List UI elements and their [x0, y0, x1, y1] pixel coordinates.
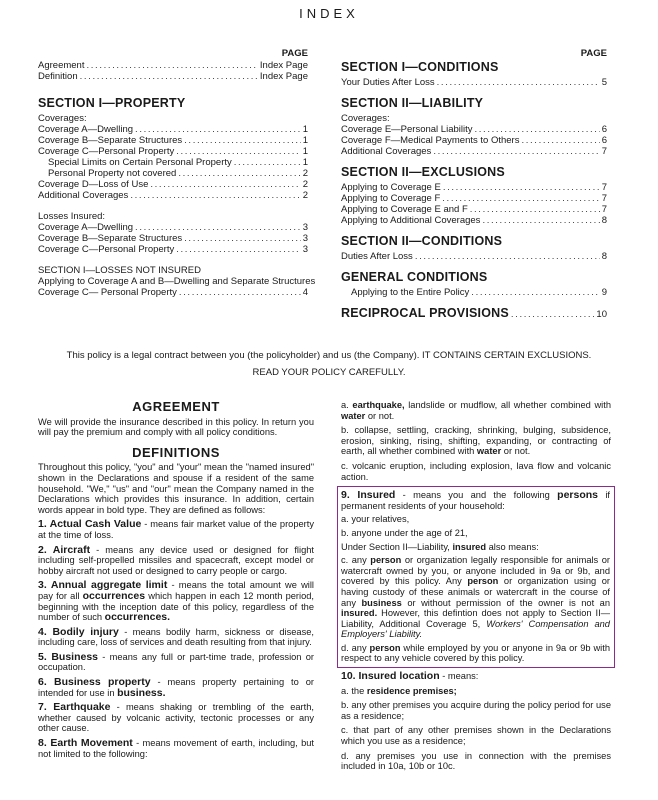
definition-text: which happen in each 12 month period, beginning with the inception date of this policy, regardless of the number of such: [38, 590, 314, 623]
entry-page: 6: [601, 135, 607, 146]
insured-item-c: [341, 555, 610, 640]
definition-text: - means the total amount we will pay for all: [38, 580, 314, 601]
index-entry: [38, 233, 308, 244]
entry-page: 1: [302, 157, 308, 168]
entry-page: 6: [601, 124, 607, 135]
definition-text: - means any device used or designed for flight including self-propelled missiles and spacecraft, except model or hobby aircraft not used or designed to carry people or cargo.: [38, 544, 314, 576]
index-entry: [38, 135, 308, 146]
leader-dots: [442, 193, 599, 204]
leader-dots: [135, 222, 301, 233]
entry-label: Coverage C—Personal Property: [38, 146, 175, 157]
index-left-column: [38, 48, 316, 298]
definition-annual-aggregate-limit: [38, 580, 314, 622]
entry-label: Applying to Additional Coverages: [341, 215, 481, 226]
definition-earthquake: [38, 702, 314, 734]
item-text: a. the: [341, 685, 367, 696]
bold-term: insured: [452, 541, 487, 552]
index-entry: [341, 287, 607, 298]
entry-label: Coverage A—Dwelling: [38, 222, 134, 233]
entry-page: 1: [302, 135, 308, 146]
leader-dots: [80, 71, 258, 82]
definition-term: 8. Earth Movement: [38, 737, 133, 750]
subheading: Coverages:: [38, 113, 87, 124]
index-entry-definition: [38, 71, 308, 82]
entry-page: 2: [302, 190, 308, 201]
index-entry-agreement: [38, 60, 308, 71]
page-column-header: PAGE: [580, 48, 607, 59]
italic-term: Workers' Compensation and Employers' Liability.: [341, 618, 610, 640]
index-entry: [341, 146, 607, 157]
leader-dots: [437, 77, 600, 88]
entry-page: 7: [601, 193, 607, 204]
leader-dots: [86, 60, 257, 71]
bold-term: water: [341, 410, 366, 421]
index-entry: [38, 168, 308, 179]
entry-label: Coverage B—Separate Structures: [38, 233, 183, 244]
entry-label: Coverage A—Dwelling: [38, 124, 134, 135]
entry-page: Index Page: [259, 71, 308, 82]
definition-text: - means bodily harm, sickness or disease, including care, loss of services and death resulting from that injury.: [38, 626, 315, 648]
leader-dots: [179, 287, 301, 298]
item-text: c. any: [341, 555, 371, 566]
entry-label: Coverage B—Separate Structures: [38, 135, 183, 146]
index-entry: [341, 251, 607, 262]
subheading: Losses Insured:: [38, 211, 106, 222]
entry-label: Coverage E—Personal Liability: [341, 124, 473, 135]
leader-dots: [178, 168, 300, 179]
definition-business-property: [38, 677, 314, 698]
definition-term: 5. Business: [38, 650, 99, 663]
insured-liability-note: [341, 542, 610, 553]
leader-dots: [184, 233, 301, 244]
definition-business: [38, 652, 314, 673]
subheading: Coverages:: [341, 113, 390, 124]
index-right-column: [341, 48, 607, 320]
contract-notice: This policy is a legal contract between you (the policyholder) and us (the Company). IT CONTAINS CERTAIN EXCLUSIONS.: [66, 350, 592, 361]
definition-term: 7. Earthquake: [38, 701, 111, 714]
entry-page: 3: [302, 233, 308, 244]
leader-dots: [433, 146, 599, 157]
entry-label: Applying to the Entire Policy: [351, 287, 470, 298]
definition-insured: [341, 490, 610, 511]
item-text: d. any: [341, 642, 370, 653]
index-entry: [38, 179, 308, 190]
definition-term: 10. Insured location: [341, 670, 440, 683]
entry-label: Coverage D—Loss of Use: [38, 179, 149, 190]
entry-page: Index Page: [259, 60, 308, 71]
leader-dots: [474, 124, 599, 135]
entry-label: Additional Coverages: [341, 146, 432, 157]
definition-text: - means you and the following: [395, 490, 558, 501]
entry-page: 1: [302, 146, 308, 157]
definition-insured-location: [341, 671, 611, 682]
bold-term: residence premises;: [366, 685, 457, 696]
item-text: a.: [341, 400, 353, 410]
entry-page: 7: [601, 182, 607, 193]
item-text: or without permission of the owner is not an: [401, 597, 610, 608]
entry-label: Special Limits on Certain Personal Property: [48, 157, 232, 168]
entry-label: Duties After Loss: [341, 251, 413, 262]
index-entry: [341, 204, 607, 215]
index-entry-reciprocal: [341, 306, 607, 320]
entry-label: RECIPROCAL PROVISIONS: [341, 306, 509, 320]
leader-dots: [150, 179, 300, 190]
bold-term: earthquake,: [352, 400, 405, 410]
definition-earth-movement: [38, 738, 314, 759]
item-text: also means:: [486, 541, 539, 552]
leader-dots: [176, 146, 300, 157]
entry-page: 8: [601, 251, 607, 262]
definition-actual-cash-value: [38, 519, 314, 540]
insured-location-item-b: b. any other premises you acquire during the policy period for use as a residence;: [341, 700, 611, 721]
definition-text: if permanent residents of your household:: [341, 490, 610, 511]
entry-label: Agreement: [38, 60, 85, 71]
entry-label: Applying to Coverage E: [341, 182, 441, 193]
section-heading: GENERAL CONDITIONS: [341, 270, 488, 284]
bold-term: business: [361, 597, 402, 608]
entry-page: 2: [302, 179, 308, 190]
leader-dots: [470, 204, 600, 215]
bold-term: business.: [117, 686, 166, 699]
leader-dots: [471, 287, 599, 298]
index-entry: [341, 135, 607, 146]
definition-aircraft: [38, 545, 314, 577]
section-heading: SECTION II—EXCLUSIONS: [341, 165, 505, 179]
index-title: INDEX: [299, 6, 359, 21]
spacer: [38, 255, 308, 265]
entry-label: Coverage F—Medical Payments to Others: [341, 135, 520, 146]
earth-movement-item-a: [341, 400, 611, 421]
insured-item-d: [341, 643, 610, 664]
definition-text: - means:: [439, 671, 479, 682]
bold-term: persons: [557, 489, 599, 502]
leader-dots: [482, 215, 599, 226]
index-entry: [341, 77, 607, 88]
item-text: However, this defintion does not apply to Section II—Liability, Additional Coverage 5,: [341, 608, 610, 629]
section-heading: SECTION I—PROPERTY: [38, 96, 186, 110]
leader-dots: [443, 182, 600, 193]
definition-term: 3. Annual aggregate limit: [38, 579, 168, 592]
agreement-heading: AGREEMENT: [132, 399, 220, 414]
item-text: landslide or mudflow, all whether combined with: [404, 400, 611, 410]
entry-label: Your Duties After Loss: [341, 77, 435, 88]
leader-dots: [521, 135, 599, 146]
index-entry: [38, 146, 308, 157]
spacer: [38, 201, 308, 211]
item-text: or not.: [365, 410, 395, 421]
index-line: Applying to Coverage A and B—Dwelling and Separate Structures: [38, 276, 316, 287]
definition-bodily-injury: [38, 627, 314, 648]
body-right-column: [341, 400, 611, 776]
definition-term: 4. Bodily injury: [38, 625, 119, 638]
index-entry: [341, 193, 607, 204]
entry-page: 7: [601, 146, 607, 157]
insured-definition-highlight-box: [337, 486, 615, 668]
definitions-heading: DEFINITIONS: [132, 444, 220, 460]
entry-label: Definition: [38, 71, 78, 82]
leader-dots: [176, 244, 300, 255]
entry-label: Coverage C— Personal Property: [38, 287, 177, 298]
definition-text: - means shaking or trembling of the earth, whether caused by volcanic activity, tectonic processes or any other cause.: [38, 702, 314, 734]
item-text: or organization using or having custody of these animals or watercraft in the course of any: [341, 576, 610, 608]
item-text: b. collapse, settling, cracking, shrinking, bulging, subsidence, erosion, sinking, rising, shifting, expanding, or contracting of earth, all whether combined with: [341, 425, 611, 457]
insured-item-b: b. anyone under the age of 21,: [341, 527, 468, 538]
definition-term: 1. Actual Cash Value: [38, 518, 142, 531]
entry-label: Applying to Coverage F: [341, 193, 441, 204]
leader-dots: [135, 124, 301, 135]
definitions-intro: Throughout this policy, "you" and "your" mean the "named insured" shown in the Declarations and spouse if a resident of the same household. "We," "us" and "our" mean the Company named in the Declarations which provides this insurance. In addition, certain words appear in bold type. They are defined as follows:: [38, 462, 314, 515]
index-entry: [38, 222, 308, 233]
definition-text: - means fair market value of the property at the time of loss.: [38, 519, 314, 540]
entry-page: 7: [601, 204, 607, 215]
definition-text: - means movement of earth, including, but not limited to the following:: [38, 738, 315, 759]
leader-dots: [184, 135, 301, 146]
subheading: SECTION I—LOSSES NOT INSURED: [38, 265, 201, 276]
insured-location-item-d: d. any premises you use in connection with the premises included in 10a, 10b or 10c.: [341, 750, 611, 772]
insured-location-item-a: [341, 686, 611, 697]
leader-dots: [415, 251, 600, 262]
index-entry: [38, 124, 308, 135]
leader-dots: [511, 309, 595, 320]
agreement-text: We will provide the insurance described in this policy. In return you will pay the premium and comply with all policy conditions.: [38, 416, 314, 438]
definition-text: - means any full or part-time trade, profession or occupation.: [38, 651, 314, 673]
leader-dots: [130, 190, 300, 201]
item-text: or organization legally responsible for animals or watercraft owned by you, or anyone included in 9a or 9b, and covered by this policy. Any: [341, 555, 610, 587]
entry-page: 2: [302, 168, 308, 179]
entry-label: Personal Property not covered: [48, 168, 177, 179]
body-left-column: [38, 400, 314, 763]
entry-page: 4: [302, 287, 308, 298]
index-entry: [341, 182, 607, 193]
definition-term: 2. Aircraft: [38, 543, 91, 556]
item-text: Under Section II—Liability,: [341, 541, 453, 552]
entry-page: 1: [302, 124, 308, 135]
section-heading: SECTION II—CONDITIONS: [341, 234, 503, 248]
entry-label: Applying to Coverage E and F: [341, 204, 468, 215]
index-entry: [38, 244, 308, 255]
definition-term: 6. Business property: [38, 676, 151, 689]
bold-term: insured.: [341, 608, 378, 619]
earth-movement-item-c: c. volcanic eruption, including explosion, lava flow and volcanic action.: [341, 460, 611, 482]
read-carefully-notice: READ YOUR POLICY CAREFULLY.: [252, 367, 406, 378]
bold-term: person: [370, 555, 402, 566]
bold-term: occurrences: [82, 589, 146, 602]
entry-page: 3: [302, 222, 308, 233]
index-entry: [38, 287, 308, 298]
insured-item-a: a. your relatives,: [341, 514, 410, 525]
index-entry: [38, 190, 308, 201]
definition-term: 9. Insured: [341, 489, 396, 502]
bold-term: water: [476, 446, 502, 457]
section-heading: SECTION II—LIABILITY: [341, 96, 484, 110]
bold-term: person: [467, 576, 499, 587]
definition-text: - means property pertaining to or intended for use in: [38, 677, 314, 698]
item-text: or not.: [501, 446, 531, 457]
index-entry: [341, 215, 607, 226]
entry-page: 10: [596, 309, 607, 320]
leader-dots: [234, 157, 301, 168]
entry-page: 3: [302, 244, 308, 255]
index-entry: [38, 157, 308, 168]
entry-page: 5: [601, 77, 607, 88]
section-heading: SECTION I—CONDITIONS: [341, 60, 499, 74]
earth-movement-item-b: [341, 425, 611, 457]
entry-label: Additional Coverages: [38, 190, 129, 201]
entry-page: 8: [601, 215, 607, 226]
insured-location-item-c: c. that part of any other premises shown in the Declarations which you use as a residence;: [341, 725, 611, 747]
bold-term: occurrences.: [104, 611, 171, 624]
bold-term: person: [369, 642, 401, 653]
item-text: while employed by you or anyone in 9a or 9b with respect to any vehicle covered by this policy.: [341, 642, 610, 664]
page-column-header: PAGE: [281, 48, 308, 59]
index-entry: [341, 124, 607, 135]
entry-label: Coverage C—Personal Property: [38, 244, 175, 255]
entry-page: 9: [601, 287, 607, 298]
